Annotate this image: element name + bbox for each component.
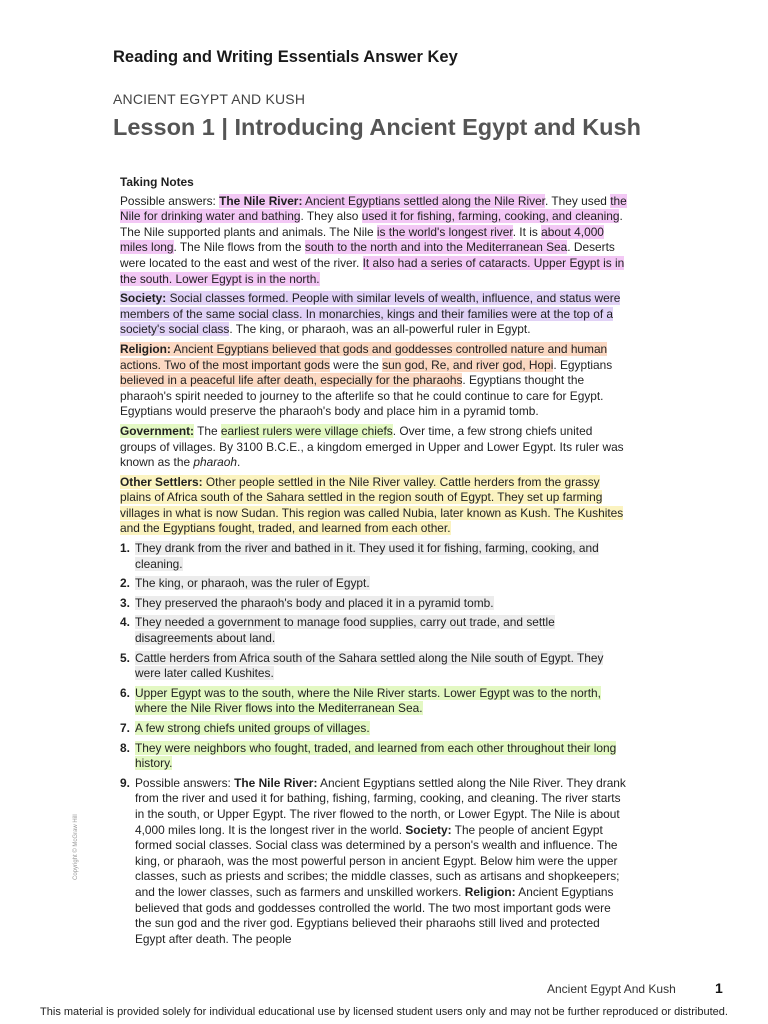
nile-highlight: used it for fishing, farming, cooking, and cleaning [361, 209, 620, 224]
religion-highlight: Ancient Egyptians believed that gods and goddesses controlled nature and human actions. Two of the most important gods [120, 341, 608, 372]
answer-number: 6. [120, 685, 130, 700]
answer-number: 7. [120, 721, 130, 735]
answer-text: They were neighbors who fought, traded, and learned from each other throughout their long history. [135, 740, 617, 771]
answer-list [120, 541, 630, 947]
answer-text: They preserved the pharaoh's body and placed it in a pyramid tomb. [135, 595, 494, 610]
answer-number: 8. [120, 740, 130, 755]
answer-number: 3. [120, 595, 130, 610]
society-highlight: In monarchies, kings and their families were at the top of a society's social class [120, 306, 614, 337]
nile-text: . They also [300, 209, 362, 224]
nile-highlight: the Nile for drinking water and bathing [120, 193, 627, 224]
list-item [120, 651, 630, 682]
nile-river-notes [120, 194, 630, 288]
footer-unit-name: Ancient Egypt And Kush [547, 982, 676, 996]
answer-lead: Possible answers: [135, 775, 235, 790]
government-italic: pharaoh [193, 455, 238, 470]
list-item [120, 686, 630, 717]
answer-society-label: Society: [405, 822, 452, 837]
answer-number: 5. [120, 650, 130, 665]
nile-text: . They used [545, 193, 611, 208]
footer-disclaimer: This material is provided solely for individual educational use by licensed student users only and may not be further reproduced or distributed. [40, 1006, 728, 1018]
other-settlers-notes [120, 475, 630, 537]
religion-text: were the [329, 357, 383, 372]
answer-number: 2. [120, 576, 130, 591]
society-highlight: Social classes formed. People with similar levels of wealth, influence, and status were members of the same social class. [120, 291, 621, 321]
nile-label: The Nile River: [219, 193, 303, 208]
government-text: . Over time, a few strong chiefs united groups of villages. By 3100 B.C.E., a kingdom emerged in Upper and Lower Egypt. Its ruler was known as the [120, 423, 624, 470]
settlers-highlight: Other people settled in the Nile River valley. Cattle herders from the grassy plains of Africa south of the Sahara settled in the region south of Egypt. They set up farming villages in what is now Sudan. This region was called Nubia, later known as Kush. The Kushites and the Egyptians fought, traded, and learned from each other. [120, 474, 624, 536]
religion-notes [120, 342, 630, 420]
answer-text: They drank from the river and bathed in it. They used it for fishing, farming, cooking, and cleaning. [135, 541, 599, 571]
government-label: Government: [120, 423, 194, 438]
answer-religion-label: Religion: [464, 884, 516, 899]
nile-text: . It is [512, 224, 542, 239]
answer-text: Ancient Egyptians believed that gods and goddesses controlled the world. The two most important gods were the sun god and the river god. Egyptians believed their pharaohs still lived and protected Egypt after death. The people [135, 884, 614, 946]
page-number: 1 [715, 980, 723, 996]
government-text: The [194, 423, 221, 438]
government-text: . [237, 455, 241, 470]
list-item [120, 721, 630, 737]
religion-label: Religion: [120, 341, 171, 356]
society-notes [120, 291, 630, 338]
answer-number: 9. [120, 775, 130, 790]
religion-text: . Egyptians thought the pharaoh's spirit needed to journey to the afterlife so that he could continue to care for Egypt. Egyptians would preserve the pharaoh's body and place him in a pyramid tomb. [120, 373, 604, 419]
answer-number: 1. [120, 541, 130, 556]
copyright-sidebar: Copyright © McGraw Hill [73, 814, 79, 880]
list-item [120, 741, 630, 772]
religion-highlight: sun god, Re, and river god, Hopi [382, 357, 554, 372]
nile-highlight: It also had a series of cataracts. Upper Egypt is in the south. Lower Egypt is in the north. [120, 255, 625, 286]
answer-text: Upper Egypt was to the south, where the Nile River starts. Lower Egypt was to the north, where the Nile River flows into the Mediterranean Sea. [135, 685, 601, 716]
religion-highlight: believed in a peaceful life after death, especially for the pharaohs [120, 373, 463, 388]
nile-text: . Deserts were located to the east and west of the river. [120, 240, 615, 270]
nile-text: . The Nile supported plants and animals. The Nile [120, 209, 623, 239]
nile-highlight: south to the north and into the Mediterranean Sea [304, 240, 568, 255]
religion-text: . Egyptians [553, 357, 613, 372]
answer-text: A few strong chiefs united groups of villages. [135, 721, 370, 735]
list-item [120, 615, 630, 646]
taking-notes-heading: Taking Notes [120, 175, 194, 189]
answer-number: 4. [120, 615, 130, 630]
answer-nile-label: The Nile River: [234, 775, 318, 790]
answer-text: The king, or pharaoh, was the ruler of Egypt. [135, 576, 370, 591]
society-text: . The king, or pharaoh, was an all-powerful ruler in Egypt. [229, 322, 531, 337]
unit-name: ANCIENT EGYPT AND KUSH [113, 91, 306, 107]
answer-text: Cattle herders from Africa south of the Sahara settled along the Nile south of Egypt. They were later called Kushites. [135, 650, 604, 681]
nile-highlight: Ancient Egyptians settled along the Nile River [302, 193, 545, 208]
list-item [120, 541, 630, 572]
nile-highlight: about 4,000 miles long [120, 224, 604, 255]
list-item [120, 776, 630, 948]
list-item [120, 596, 630, 612]
society-label: Society: [120, 291, 167, 306]
nile-highlight: is the world's longest river [376, 224, 513, 239]
nile-text: . The Nile flows from the [173, 240, 305, 255]
government-highlight: earliest rulers were village chiefs [220, 423, 393, 438]
answer-text: The people of ancient Egypt formed social classes. Social class was determined by a person's wealth and influence. The king, or pharaoh, was the most powerful person in ancient Egypt. Below him were the upper classes, such as priests and scribes; the middle classes, such as artisans and shopkeepers; and the lower classes, such as farmers and unskilled workers. [135, 822, 620, 899]
list-item [120, 576, 630, 592]
settlers-label: Other Settlers: [120, 474, 203, 489]
document-header-title: Reading and Writing Essentials Answer Key [113, 48, 458, 66]
answer-text: They needed a government to manage food supplies, carry out trade, and settle disagreements about land. [135, 615, 555, 646]
nile-lead: Possible answers: [120, 193, 220, 208]
answer-content [120, 175, 630, 951]
government-notes [120, 424, 630, 471]
answer-text: Ancient Egyptians settled along the Nile River. They drank from the river and used it for bathing, fishing, farming, cooking, and cleaning. The river starts in the south, or Upper Egypt. The river flowed to the north, or Lower Egypt. The Nile is about 4,000 miles long. It is the longest river in the world. [135, 775, 626, 837]
lesson-title: Lesson 1 | Introducing Ancient Egypt and Kush [113, 114, 641, 140]
